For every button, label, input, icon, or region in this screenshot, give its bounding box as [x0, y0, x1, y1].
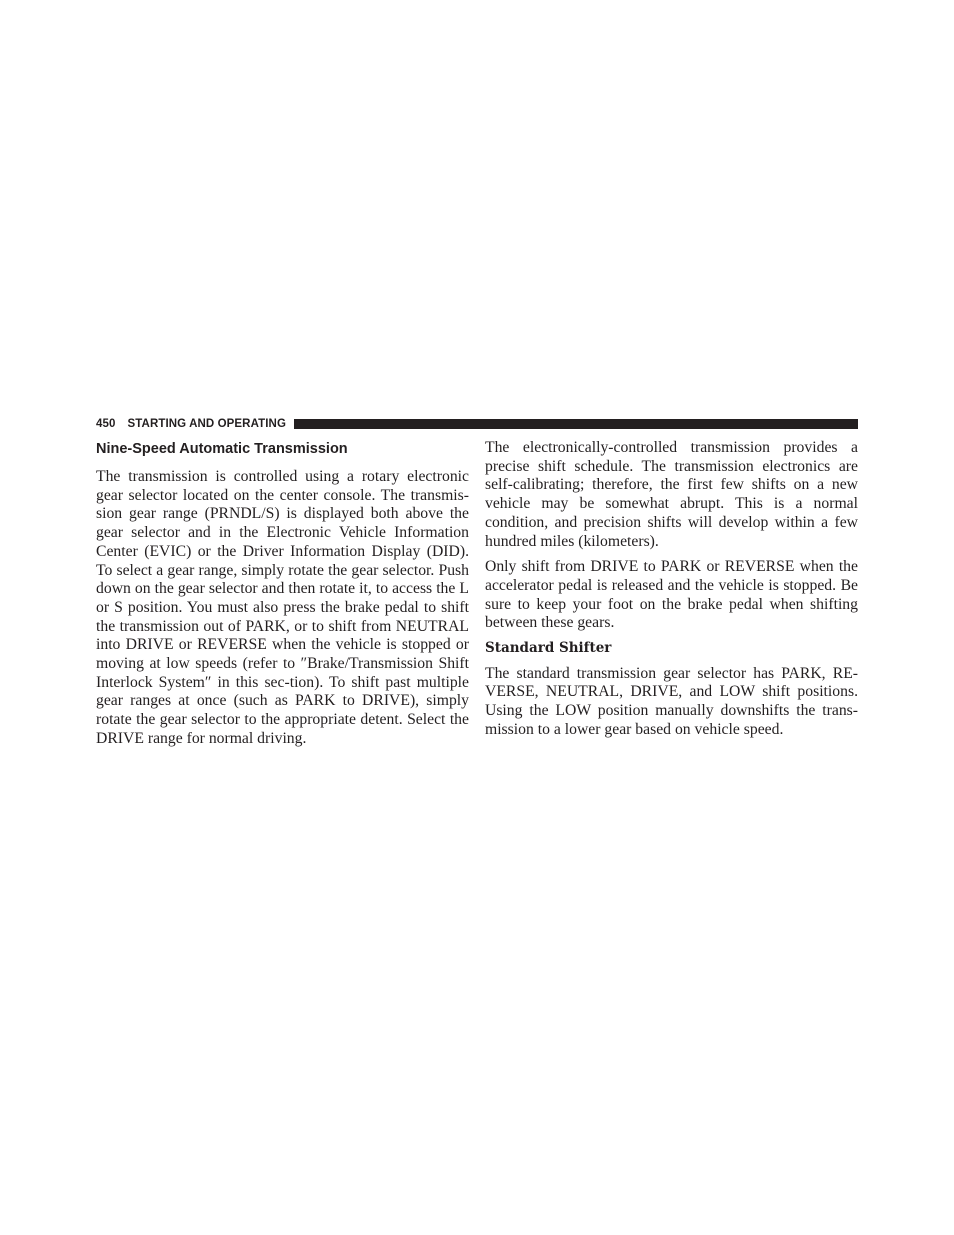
section-heading: Nine-Speed Automatic Transmission — [96, 441, 348, 457]
body-paragraph: The standard transmission gear selector has PARK, RE-VERSE, NEUTRAL, DRIVE, and LOW shift positions. Using the LOW position manually downshifts the trans-mission to a lower gear based on vehicle speed. — [485, 664, 858, 738]
subheading: Standard Shifter — [485, 640, 612, 657]
left-column — [96, 436, 469, 749]
body-paragraph: Only shift from DRIVE to PARK or REVERSE when the accelerator pedal is released and the vehicle is stopped. Be sure to keep your foot on the brake pedal when shifting between these gears. — [485, 558, 858, 632]
body-paragraph: The transmission is controlled using a rotary electronic gear selector located on the center console. The transmis-sion gear range (PRNDL/S) is displayed both above the gear selector and in the Electronic Vehicle Information Center (EVIC) or the Driver Information Display (DID). To select a gear range, simply rotate the gear selector. Push down on the gear selector and then rotate it, to access the L or S position. You must also press the brake pedal to shift the transmission out of PARK, or to shift from NEUTRAL into DRIVE or REVERSE when the vehicle is stopped or moving at low speeds (refer to ″Brake/Transmission Shift Interlock System″ in this sec-tion). To shift past multiple gear ranges at once (such as PARK to DRIVE), simply rotate the gear selector to the appropriate detent. Select the DRIVE range for normal driving. — [96, 468, 469, 747]
body-paragraph: The electronically-controlled transmission provides a precise shift schedule. The transmission electronics are self-calibrating; therefore, the first few shifts on a new vehicle may be somewhat abrupt. This is a normal condition, and precision shifts will develop within a few hundred miles (kilometers). — [485, 439, 858, 550]
right-column — [485, 436, 858, 740]
section-title: STARTING AND OPERATING — [127, 418, 287, 430]
page-header — [96, 417, 858, 431]
header-rule — [294, 419, 858, 429]
page-number: 450 — [96, 418, 116, 430]
